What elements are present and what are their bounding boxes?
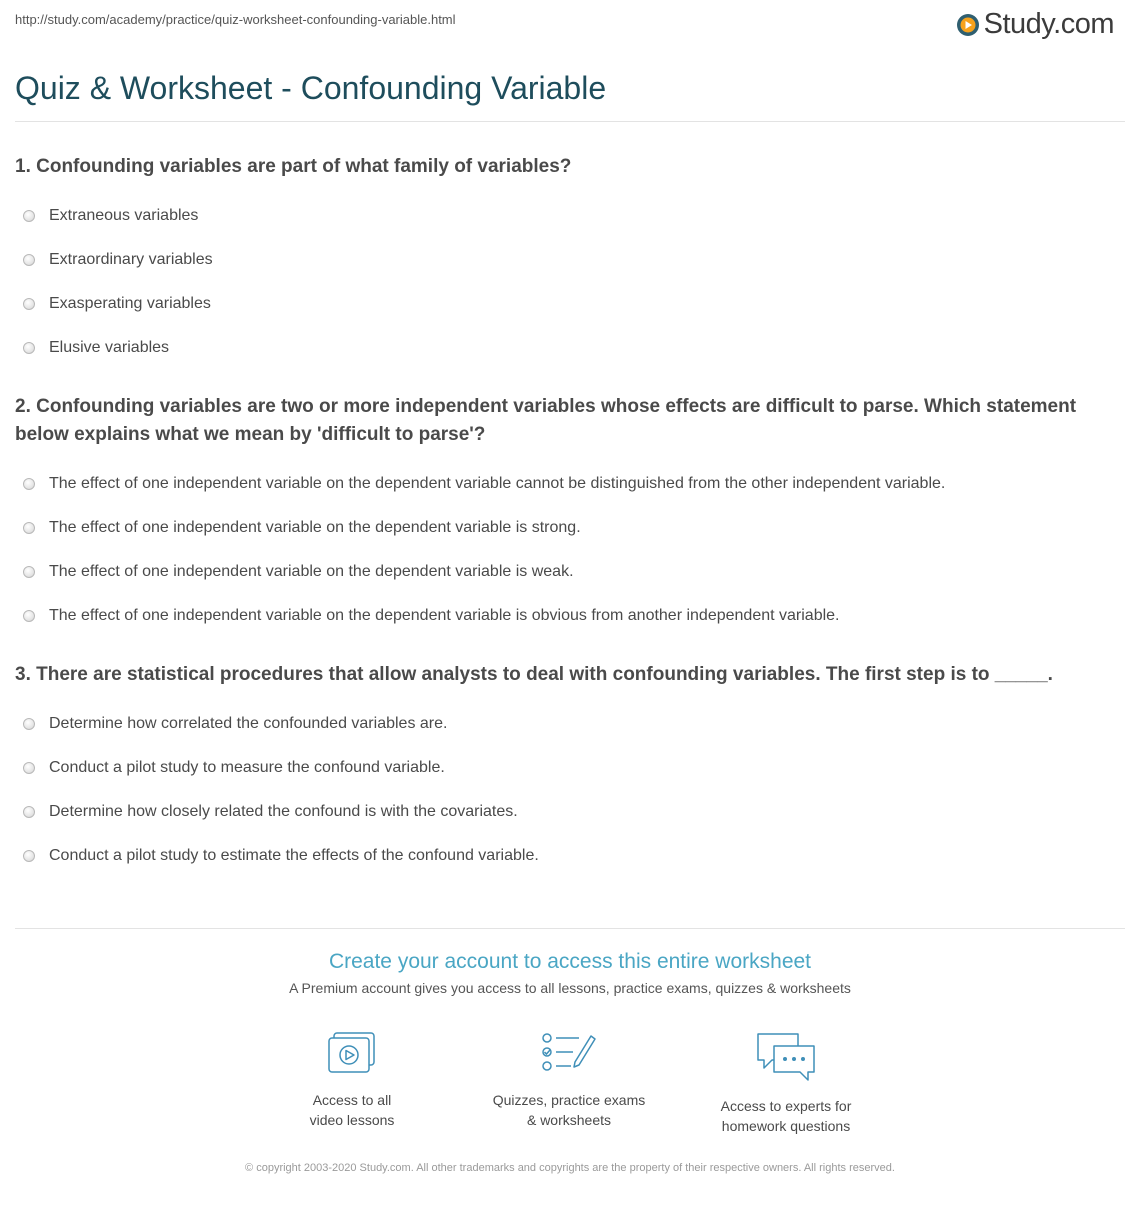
study-logo[interactable] xyxy=(956,8,1114,41)
question-text: 1. Confounding variables are part of what family of variables? xyxy=(15,156,572,177)
answer-option[interactable]: The effect of one independent variable on the dependent variable is strong. xyxy=(23,506,1105,550)
feature-quizzes: Quizzes, practice exams & worksheets xyxy=(479,1030,659,1130)
answer-option[interactable]: Conduct a pilot study to measure the confound variable. xyxy=(23,746,1105,790)
radio-icon[interactable] xyxy=(23,566,35,578)
copyright-notice: © copyright 2003-2020 Study.com. All other trademarks and copyrights are the property of their respective owners. All rights reserved. xyxy=(245,1162,895,1174)
radio-icon[interactable] xyxy=(23,850,35,862)
video-lessons-icon xyxy=(262,1030,442,1076)
question-2 xyxy=(15,393,1105,638)
radio-icon[interactable] xyxy=(23,718,35,730)
radio-icon[interactable] xyxy=(23,210,35,222)
answer-option[interactable]: Determine how correlated the confounded variables are. xyxy=(23,702,1105,746)
cta-divider xyxy=(15,928,1125,929)
feature-video-lessons: Access to all video lessons xyxy=(262,1030,442,1130)
answer-option[interactable]: Extraneous variables xyxy=(23,194,1105,238)
quiz-checklist-icon xyxy=(479,1030,659,1076)
radio-icon[interactable] xyxy=(23,522,35,534)
question-text: 2. Confounding variables are two or more independent variables whose effects are difficult to parse. Which statement below explains what we mean by 'difficult to parse'? xyxy=(15,396,1077,445)
page-title: Quiz & Worksheet - Confounding Variable xyxy=(15,70,607,106)
answer-option[interactable]: Conduct a pilot study to estimate the effects of the confound variable. xyxy=(23,834,1105,878)
question-3 xyxy=(15,661,1105,878)
answer-option[interactable]: Exasperating variables xyxy=(23,282,1105,326)
answer-option[interactable]: The effect of one independent variable on the dependent variable is obvious from another independent variable. xyxy=(23,594,1105,638)
radio-icon[interactable] xyxy=(23,478,35,490)
question-1 xyxy=(15,153,1105,370)
title-divider xyxy=(15,121,1125,122)
radio-icon[interactable] xyxy=(23,342,35,354)
chat-bubbles-icon xyxy=(696,1030,876,1082)
answer-option[interactable]: The effect of one independent variable on the dependent variable is weak. xyxy=(23,550,1105,594)
cta-title-link[interactable]: Create your account to access this entire worksheet xyxy=(328,950,812,973)
cta-subtitle: A Premium account gives you access to all lessons, practice exams, quizzes & worksheets xyxy=(289,980,851,996)
question-text: 3. There are statistical procedures that allow analysts to deal with confounding variables. The first step is to _____. xyxy=(15,664,1053,685)
radio-icon[interactable] xyxy=(23,762,35,774)
page-url: http://study.com/academy/practice/quiz-worksheet-confounding-variable.html xyxy=(15,12,456,27)
radio-icon[interactable] xyxy=(23,610,35,622)
radio-icon[interactable] xyxy=(23,298,35,310)
radio-icon[interactable] xyxy=(23,254,35,266)
feature-experts: Access to experts for homework questions xyxy=(696,1030,876,1136)
answer-option[interactable]: The effect of one independent variable on the dependent variable cannot be distinguished from the other independent variable. xyxy=(23,462,1105,506)
answer-option[interactable]: Extraordinary variables xyxy=(23,238,1105,282)
logo-text: Study.com xyxy=(983,8,1114,40)
account-cta xyxy=(0,950,1140,996)
radio-icon[interactable] xyxy=(23,806,35,818)
play-logo-icon xyxy=(956,13,980,37)
answer-option[interactable]: Elusive variables xyxy=(23,326,1105,370)
answer-option[interactable]: Determine how closely related the confound is with the covariates. xyxy=(23,790,1105,834)
